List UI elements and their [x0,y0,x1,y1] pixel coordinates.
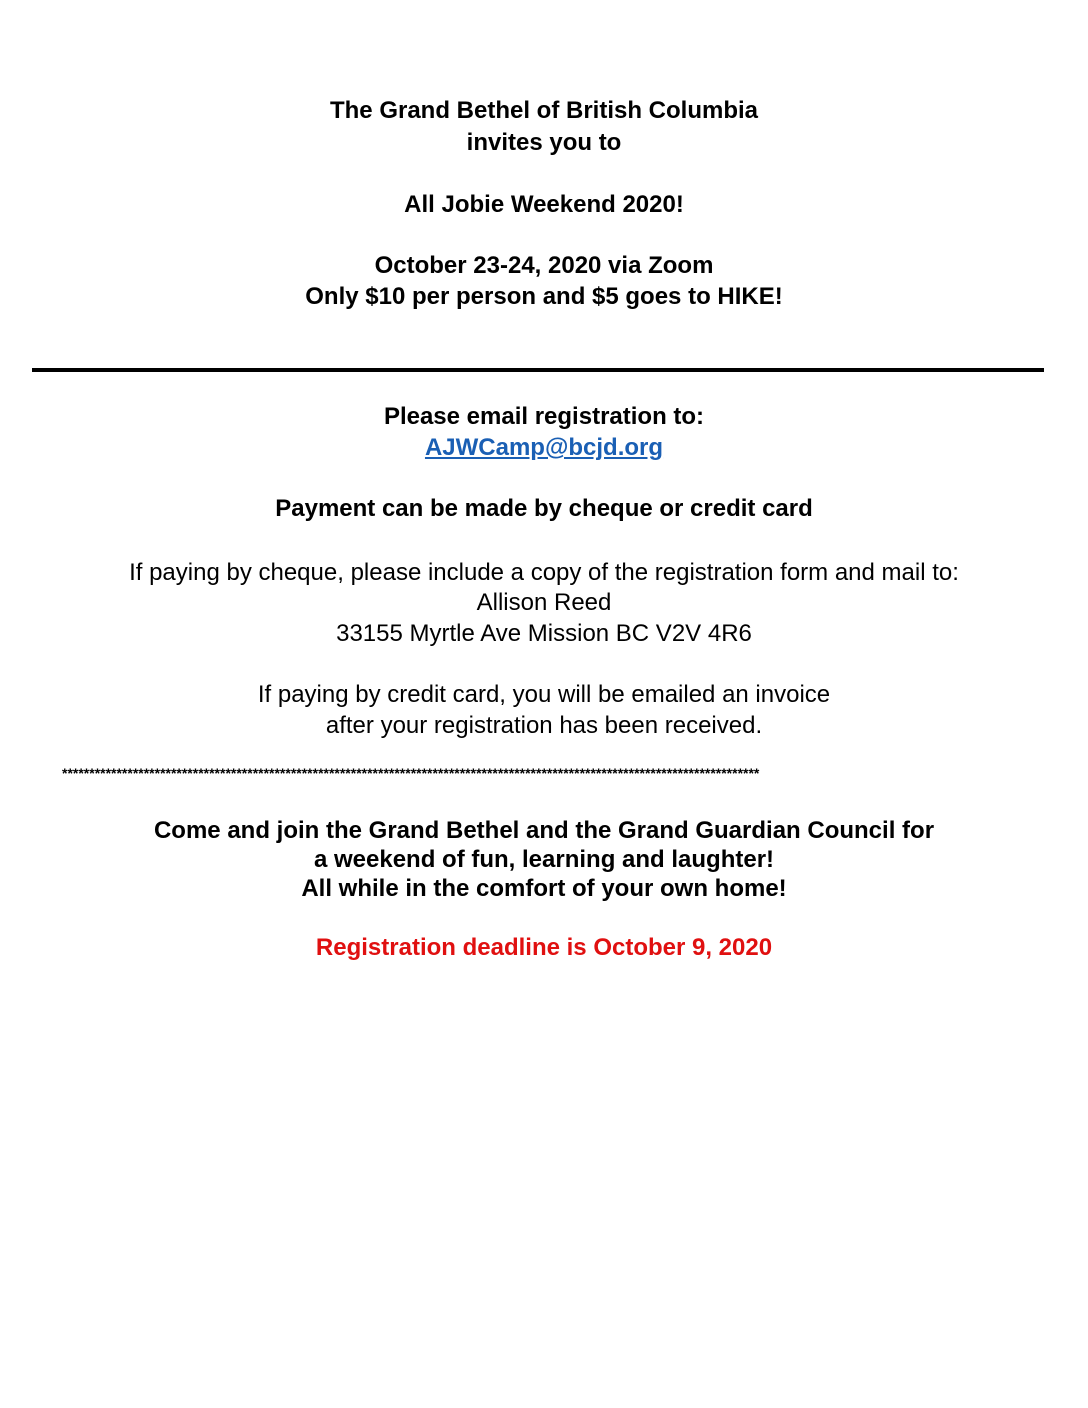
mail-address: 33155 Myrtle Ave Mission BC V2V 4R6 [336,620,752,647]
registration-deadline: Registration deadline is October 9, 2020 [315,934,773,961]
event-date: October 23-24, 2020 via Zoom [374,252,714,279]
asterisk-separator: ******************************************************************************************************************************** [62,765,760,781]
event-price: Only $10 per person and $5 goes to HIKE! [305,283,783,310]
invite-line: invites you to [466,129,622,156]
registration-email-link[interactable]: AJWCamp@bcjd.org [424,434,664,461]
email-prompt: Please email registration to: [383,403,705,430]
credit-card-line-1: If paying by credit card, you will be emailed an invoice [257,681,831,708]
cheque-instructions: If paying by cheque, please include a copy of the registration form and mail to: [129,559,959,586]
horizontal-divider [32,368,1044,372]
closing-line-3: All while in the comfort of your own home! [301,875,787,902]
event-title: All Jobie Weekend 2020! [404,191,684,218]
credit-card-line-2: after your registration has been received. [325,712,763,739]
payment-methods: Payment can be made by cheque or credit card [275,495,813,522]
mail-recipient: Allison Reed [476,589,612,616]
email-link-row [0,433,1088,463]
organization-title: The Grand Bethel of British Columbia [329,97,759,124]
closing-line-1: Come and join the Grand Bethel and the Grand Guardian Council for [153,817,935,844]
closing-line-2: a weekend of fun, learning and laughter! [313,846,775,873]
